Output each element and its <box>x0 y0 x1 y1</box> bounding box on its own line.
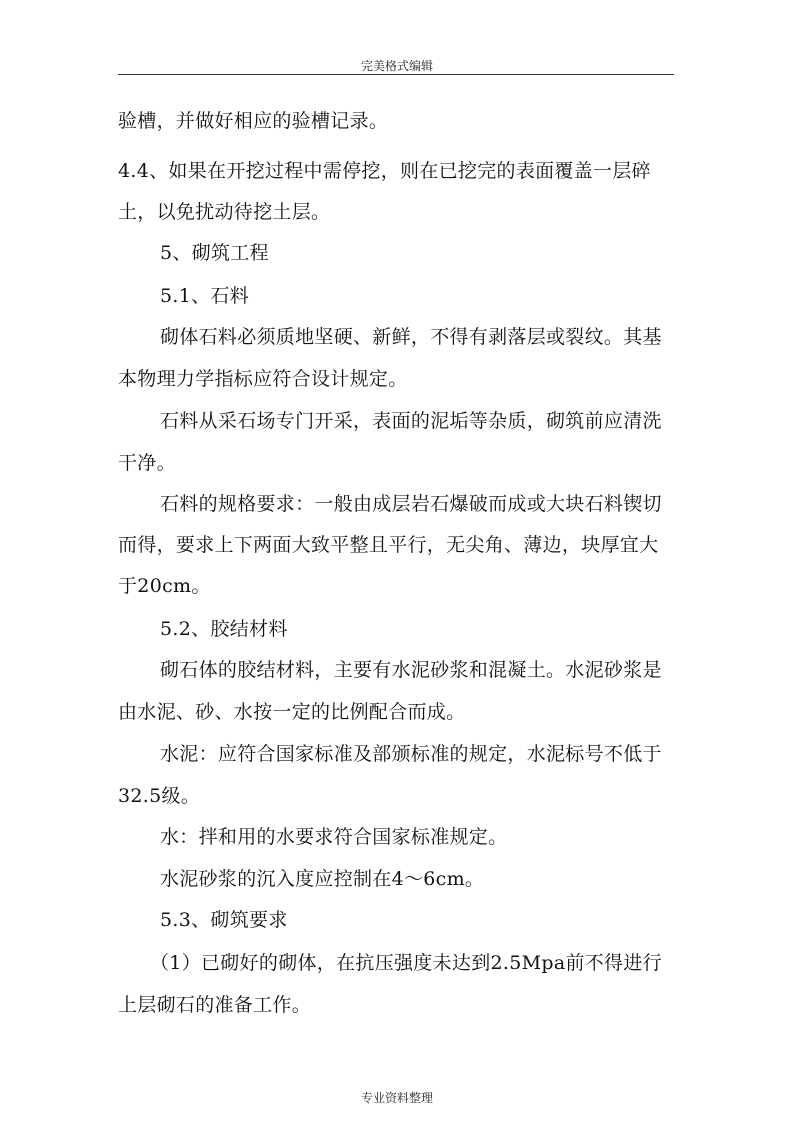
text-line: 上层砌石的准备工作。 <box>118 994 312 1016</box>
text-line: 4.4、如果在开挖过程中需停挖，则在已挖完的表面覆盖一层碎 <box>118 160 651 182</box>
text-line: 石料从采石场专门开采，表面的泥垢等杂质，砌筑前应清洗 <box>160 410 662 432</box>
text-line: 水泥：应符合国家标准及部颁标准的规定，水泥标号不低于 <box>160 743 662 765</box>
text-line: 本物理力学指标应符合设计规定。 <box>118 368 408 390</box>
text-line: 水：拌和用的水要求符合国家标准规定。 <box>160 826 508 848</box>
text-line: 32.5级。 <box>118 785 201 807</box>
subsection-heading: 5.1、石料 <box>160 285 250 307</box>
page-footer: 专业资料整理 <box>360 1091 433 1105</box>
header-divider <box>118 74 674 75</box>
text-line: 石料的规格要求：一般由成层岩石爆破而成或大块石料锲切 <box>160 493 662 515</box>
text-line: 土，以免扰动待挖土层。 <box>118 201 331 223</box>
text-line: 砌石体的胶结材料，主要有水泥砂浆和混凝土。水泥砂浆是 <box>160 659 662 681</box>
text-line: 而得，要求上下两面大致平整且平行，无尖角、薄边，块厚宜大 <box>118 534 659 556</box>
section-heading: 5、砌筑工程 <box>160 242 269 264</box>
text-line: 由水泥、砂、水按一定的比例配合而成。 <box>118 701 466 723</box>
subsection-heading: 5.3、砌筑要求 <box>160 909 288 931</box>
text-line: 验槽，并做好相应的验槽记录。 <box>118 110 389 132</box>
text-line: 干净。 <box>118 452 176 474</box>
text-line: 水泥砂浆的沉入度应控制在4～6cm。 <box>160 868 485 890</box>
text-line: （1）已砌好的砌体，在抗压强度未达到2.5Mpa前不得进行 <box>150 952 662 974</box>
page-header: 完美格式编辑 <box>360 59 433 73</box>
text-line: 砌体石料必须质地坚硬、新鲜，不得有剥落层或裂纹。其基 <box>160 326 662 348</box>
text-line: 于20cm。 <box>118 575 211 597</box>
subsection-heading: 5.2、胶结材料 <box>160 618 288 640</box>
